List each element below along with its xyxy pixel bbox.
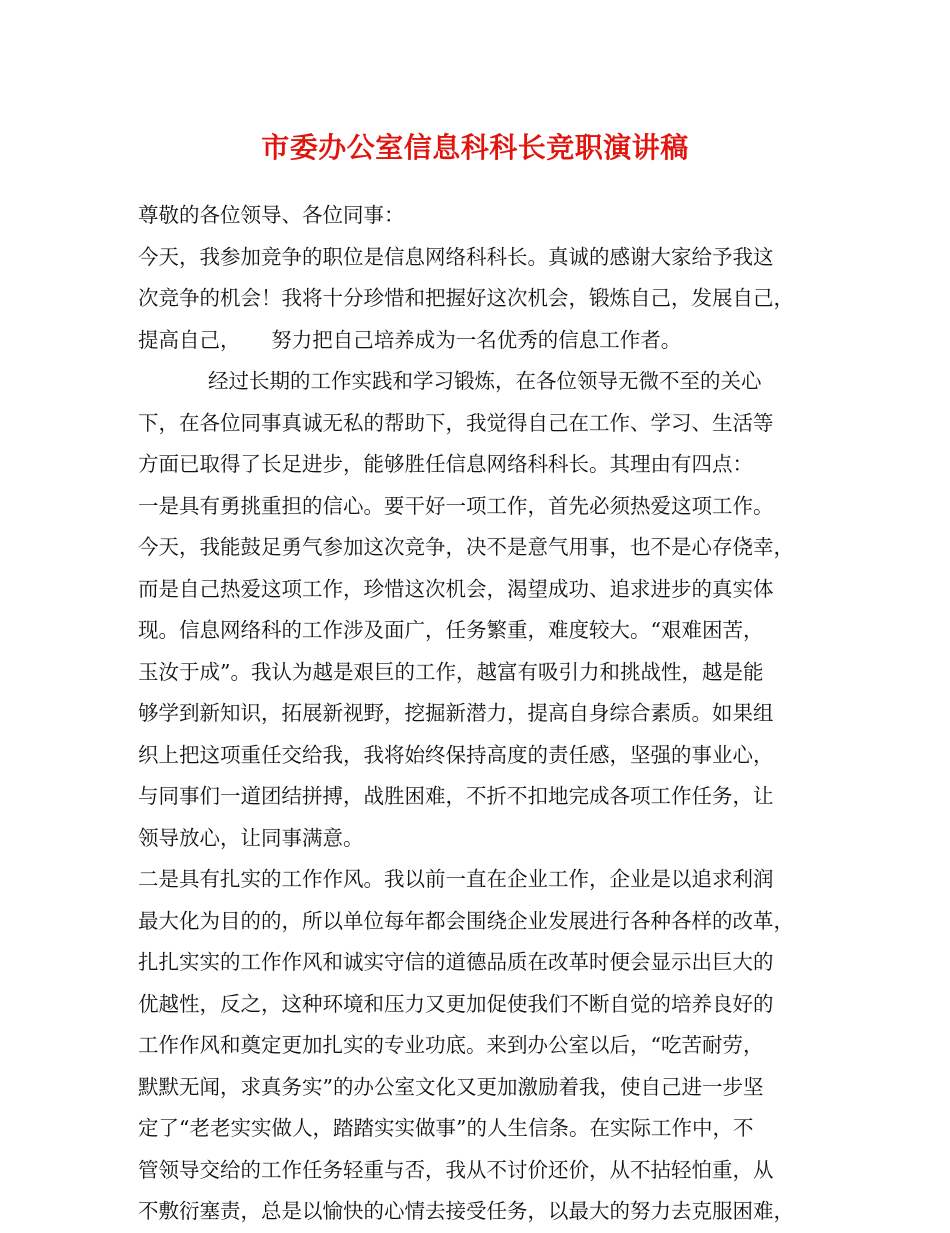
- text-line: 与同事们一道团结拼搏，战胜困难，不折不扣地完成各项工作任务，让: [138, 784, 774, 808]
- text-line: 今天，我能鼓足勇气参加这次竞争，决不是意气用事，也不是心存侥幸，: [138, 535, 794, 559]
- text-line: 而是自己热爱这项工作，珍惜这次机会，渴望成功、追求进步的真实体: [138, 576, 774, 601]
- text-line: 方面已取得了长足进步，能够胜任信息网络科科长。其理由有四点：: [138, 452, 753, 476]
- text-line: 最大化为目的的，所以单位每年都会围绕企业发展进行各种各样的改革，: [138, 908, 794, 933]
- text-line: 工作作风和奠定更加扎实的专业功底。来到办公室以后，“吃苦耐劳，: [138, 1033, 764, 1057]
- text-line: 扎扎实实的工作作风和诚实守信的道德品质在改革时便会显示出巨大的: [138, 950, 774, 974]
- text-line: 织上把这项重任交给我，我将始终保持高度的责任感，坚强的事业心，: [138, 742, 774, 767]
- text-line: 领导放心，让同事满意。: [138, 825, 364, 850]
- text-line: 优越性，反之，这种环境和压力又更加促使我们不断自觉的培养良好的: [138, 991, 774, 1016]
- text-line: 提高自己， 努力把自己培养成为一名优秀的信息工作者。: [138, 327, 682, 352]
- text-line: 不敷衍塞责，总是以愉快的心情去接受任务，以最大的努力去克服困难，: [138, 1199, 794, 1223]
- text-line: 尊敬的各位领导、各位同事：: [138, 203, 405, 227]
- document-body: [138, 195, 818, 1233]
- text-line: 管领导交给的工作任务轻重与否，我从不讨价还价，从不拈轻怕重，从: [138, 1157, 774, 1182]
- text-line: 次竞争的机会！我将十分珍惜和把握好这次机会，锻炼自己，发展自己，: [138, 286, 794, 310]
- text-line: 玉汝于成”。我认为越是艰巨的工作，越富有吸引力和挑战性，越是能: [138, 659, 764, 684]
- text-line-indented: 经过长期的工作实践和学习锻炼，在各位领导无微不至的关心: [208, 369, 762, 393]
- text-line: 默默无闻，求真务实”的办公室文化又更加激励着我，使自己进一步坚: [138, 1074, 764, 1099]
- text-line: 定了“老老实实做人，踏踏实实做事”的人生信条。在实际工作中，不: [138, 1116, 754, 1140]
- text-line: 二是具有扎实的工作作风。我以前一直在企业工作，企业是以追求利润: [138, 867, 774, 891]
- document-title: 市委办公室信息科科长竞职演讲稿: [261, 131, 689, 164]
- text-line: 够学到新知识，拓展新视野，挖掘新潜力，提高自身综合素质。如果组: [138, 701, 774, 725]
- text-line: 今天，我参加竞争的职位是信息网络科科长。真诚的感谢大家给予我这: [138, 244, 774, 269]
- text-line: 下，在各位同事真诚无私的帮助下，我觉得自己在工作、学习、生活等: [138, 410, 774, 435]
- text-line: 现。信息网络科的工作涉及面广，任务繁重，难度较大。“艰难困苦，: [138, 618, 764, 642]
- text-line: 一是具有勇挑重担的信心。要干好一项工作，首先必须热爱这项工作。: [138, 493, 774, 518]
